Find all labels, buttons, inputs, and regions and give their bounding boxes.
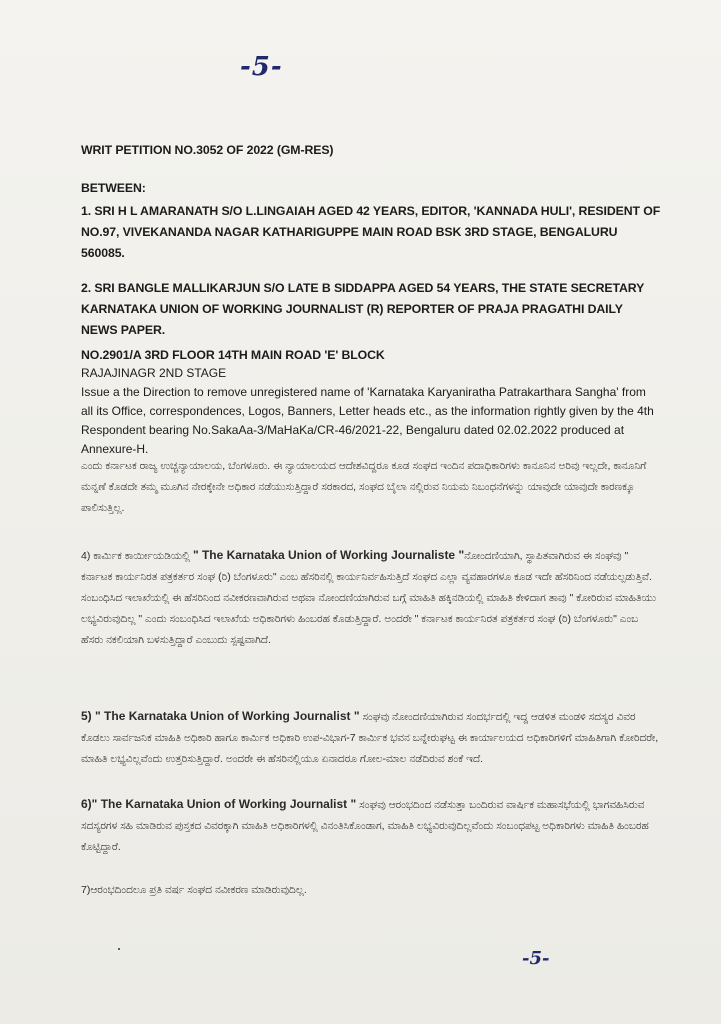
- paragraph-6: [81, 794, 661, 858]
- page-number-bottom: -5-: [522, 948, 550, 969]
- party-2: 2. SRI BANGLE MALLIKARJUN S/O LATE B SIDDAPPA AGED 54 YEARS, THE STATE SECRETARY KARNATAKA UNION OF WORKING JOURNALIST (R) REPORTER OF PRAJA PRAGATHI DAILY NEWS PAPER.: [81, 281, 644, 337]
- party-1: 1. SRI H L AMARANATH S/O L.LINGAIAH AGED 42 YEARS, EDITOR, 'KANNADA HULI', RESIDENT OF NO.97, VIVEKANANDA NAGAR KATHARIGUPPE MAIN ROAD BSK 3RD STAGE, BENGALURU 560085.: [81, 204, 661, 260]
- between-heading: BETWEEN:: [81, 181, 146, 195]
- address-and-direction: [81, 347, 661, 459]
- para4-rest: ನೋಂದಣಿಯಾಗಿ, ಸ್ಥಾಪಿತವಾಗಿರುವ ಈ ಸಂಘವು " ಕರ್ನಾಟಕ ಕಾರ್ಯನಿರತ ಪತ್ರಕರ್ತರ ಸಂಘ (ರಿ) ಬೆಂಗಳೂರು" ಎಂಬ ಹೆಸರಿನಲ್ಲಿ ಕಾರ್ಯನಿರ್ವಹಿಸುತ್ತಿದೆ ಸಂಘದ ಎಲ್ಲಾ ವ್ಯವಹಾರಗಳೂ ಕೂಡ ಇದೇ ಹೆಸರಿನಿಂದ ನಡೆಯಲ್ಪಡುತ್ತಿವೆ. ಸಂಬಂಧಿಸಿದ ಇಲಾಖೆಯಲ್ಲಿ ಈ ಹೆಸರಿನಿಂದ ನವೀಕರಣವಾಗಿರುವ ಅಥವಾ ನೋಂದಣಿಯಾಗಿರುವ ಬಗ್ಗೆ ಮಾಹಿತಿ ಹಕ್ಕಿನಡಿಯಲ್ಲಿ ಮಾಹಿತಿ ಕೇಳಿದಾಗ ತಾವು " ಕೋರಿರುವ ಮಾಹಿತಿಯು ಲಭ್ಯವಿರುವುದಿಲ್ಲ " ಎಂದು ಸಂಬಂಧಿಸಿದ ಇಲಾಖೆಯ ಅಧಿಕಾರಿಗಳು ಹಿಂಬರಹ ಕೊಡುತ್ತಿದ್ದಾರೆ. ಅಂದರೇ " ಕರ್ನಾಟಕ ಕಾರ್ಯನಿರತ ಪತ್ರಕರ್ತರ ಸಂಘ (ರಿ) ಬೆಂಗಳೂರು" ಎಂಬ ಹೆಸರು ನಕಲಿಯಾಗಿ ಬಳಸುತ್ತಿದ್ದಾರೆ ಎಂಬುದು ಸ್ಪಷ್ಟವಾಗಿದೆ.: [81, 550, 657, 646]
- para4-english: " The Karnataka Union of Working Journaliste ": [192, 548, 465, 562]
- para5-prefix: 5): [81, 709, 96, 723]
- address-line-2: RAJAJINAGR 2ND STAGE: [81, 366, 227, 380]
- para5-english: " The Karnataka Union of Working Journalist ": [95, 709, 360, 723]
- speck: [118, 948, 120, 950]
- kannada-paragraph-1: ಎಂದು ಕರ್ನಾಟಕ ರಾಜ್ಯ ಉಚ್ಚನ್ಯಾಯಾಲಯ, ಬೆಂಗಳೂರು. ಈ ನ್ಯಾಯಾಲಯದ ಆದೇಶವಿದ್ದರೂ ಕೂಡ ಸಂಘದ ಇಂದಿನ ಪದಾಧಿಕಾರಿಗಳು ಕಾನೂನಿನ ಅರಿವು ಇಲ್ಲದೇ, ಕಾನೂನಿಗೆ ಮನ್ನಣೆ ಕೊಡದೇ ತಮ್ಮ ಮೂಗಿನ ನೇರಕ್ಕೇನೇ ಅಧಿಕಾರ ನಡೆಯುಸುತ್ತಿದ್ದಾರೆ ಸರಕಾರದ, ಸಂಘದ ಬೈಲಾ ನಲ್ಲಿರುವ ನಿಯಮ ನಿಬಂಧನೆಗಳನ್ನು ಯಾವುದೇ ಯಾವುದೇ ಕಾರಣಕ್ಕೂ ಪಾಲಿಸುತ್ತಿಲ್ಲ.: [81, 460, 647, 514]
- address-line-1: NO.2901/A 3RD FLOOR 14TH MAIN ROAD 'E' BLOCK: [81, 348, 385, 362]
- paragraph-4: [81, 545, 661, 651]
- para6-english: " The Karnataka Union of Working Journalist ": [91, 797, 357, 811]
- petition-title: WRIT PETITION NO.3052 OF 2022 (GM-RES): [81, 143, 334, 157]
- paragraph-7: 7)ಆರಂಭದಿಂದಲೂ ಪ್ರತಿ ವರ್ಷ ಸಂಘದ ನವೀಕರಣ ಮಾಡಿರುವುದಿಲ್ಲ.: [81, 884, 307, 896]
- page-number-top: -5-: [240, 52, 283, 82]
- para6-rest: ಸಂಘವು ಆರಂಭದಿಂದ ನಡೆಸುತ್ತಾ ಬಂದಿರುವ ವಾರ್ಷಿಕ ಮಹಾಸಭೆಯಲ್ಲಿ ಭಾಗವಹಿಸಿರುವ ಸದಸ್ಯರಗಳ ಸಹಿ ಮಾಡಿರುವ ಪುಸ್ತಕದ ವಿವರಕ್ಕಾಗಿ ಮಾಹಿತಿ ಅಧಿಕಾರಿಗಳಲ್ಲಿ ವಿನಂತಿಸಿಕೊಂಡಾಗ, ಮಾಹಿತಿ ಲಭ್ಯವಿರುವುದಿಲ್ಲವೆಂದು ಸಂಬಂಧಪಟ್ಟ ಅಧಿಕಾರಿಗಳು ಮಾಹಿತಿ ಹಿಂಬರಹ ಕೊಟ್ಟಿದ್ದಾರೆ.: [81, 799, 649, 853]
- direction-text: Issue a the Direction to remove unregistered name of 'Karnataka Karyaniratha Patrakarthara Sangha' from all its Office, correspondences, Logos, Banners, Letter heads etc., as the information rightly given by the 4th Respondent bearing No.SakaAa-3/MaHaKa/CR-46/2021-22, Bengaluru dated 02.02.2022 produced at Annexure-H.: [81, 385, 654, 456]
- paragraph-5: [81, 706, 661, 770]
- para5-rest: ಸಂಘವು ನೋಂದಣಿಯಾಗಿರುವ ಸಂದರ್ಭದಲ್ಲಿ ಇದ್ದ ಆಡಳಿತ ಮಂಡಳಿ ಸದಸ್ಯರ ವಿವರ ಕೊಡಲು ಸಾರ್ವಜನಿಕ ಮಾಹಿತಿ ಅಧಿಕಾರಿ ಹಾಗೂ ಕಾರ್ಮಿಕ ಅಧಿಕಾರಿ ಉಪ-ವಿಭಾಗ-7 ಕಾರ್ಮಿಕ ಭವನ ಬನ್ನೇರುಘಟ್ಟ ಈ ಕಾರ್ಯಾಲಯದ ಅಧಿಕಾರಿಗಳಿಗೆ ಮಾಹಿತಿಗಾಗಿ ಕೋರಿದರೇ, ಮಾಹಿತಿ ಲಭ್ಯವಿಲ್ಲವೆಂದು ಉತ್ತರಿಸುತ್ತಿದ್ದಾರೆ. ಅಂದರೇ ಈ ಹೆಸರಿನಲ್ಲಿಯೂ ಏನಾದರೂ ಗೋಲ-ಮಾಲ ನಡೆದಿರುವ ಶಂಕೆ ಇದೆ.: [81, 711, 659, 765]
- para6-prefix: 6): [81, 797, 92, 811]
- para4-prefix: 4) ಕಾರ್ಮಿಕ ಕಾರ್ಯೀಯಡಿಯಲ್ಲಿ: [81, 550, 193, 562]
